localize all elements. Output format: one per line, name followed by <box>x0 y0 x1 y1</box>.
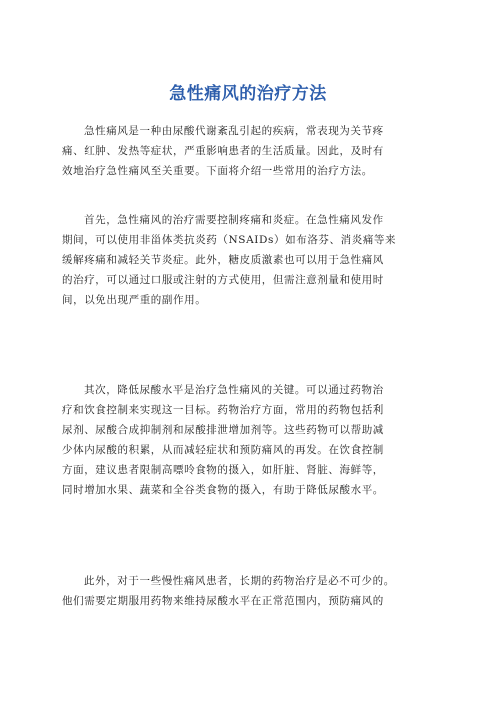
paragraph-line: 间，以免出现严重的副作用。 <box>62 294 207 306</box>
paragraph-2 <box>62 210 452 310</box>
page-title: 急性痛风的治疗方法 <box>169 84 327 104</box>
paragraph-line: 他们需要定期服用药物来维持尿酸水平在正常范围内，预防痛风的 <box>62 595 384 607</box>
paragraph-line: 同时增加水果、蔬菜和全谷类食物的摄入，有助于降低尿酸水平。 <box>62 484 384 496</box>
paragraph-line: 少体内尿酸的积累，从而减轻症状和预防痛风的再发。在饮食控制 <box>62 444 384 456</box>
paragraph-line: 方面，建议患者限制高嘌呤食物的摄入，如肝脏、肾脏、海鲜等， <box>62 464 384 476</box>
paragraph-line: 痛、红肿、发热等症状，严重影响患者的生活质量。因此，及时有 <box>62 145 384 157</box>
paragraph-line: 首先，急性痛风的治疗需要控制疼痛和炎症。在急性痛风发作 <box>84 214 384 226</box>
paragraph-line: 急性痛风是一种由尿酸代谢紊乱引起的疾病，常表现为关节疼 <box>84 125 384 137</box>
paragraph-1 <box>62 121 452 181</box>
paragraph-line: 期间，可以使用非甾体类抗炎药（NSAIDs）如布洛芬、消炎痛等来 <box>62 234 397 246</box>
paragraph-line: 效地治疗急性痛风至关重要。下面将介绍一些常用的治疗方法。 <box>62 165 373 177</box>
paragraph-line: 此外，对于一些慢性痛风患者，长期的药物治疗是必不可少的。 <box>84 575 395 587</box>
paragraph-line: 的治疗，可以通过口服或注射的方式使用，但需注意剂量和使用时 <box>62 274 384 286</box>
paragraph-line: 缓解疼痛和减轻关节炎症。此外，糖皮质激素也可以用于急性痛风 <box>62 254 384 266</box>
paragraph-4 <box>62 571 452 611</box>
paragraph-line: 疗和饮食控制来实现这一目标。药物治疗方面，常用的药物包括利 <box>62 404 384 416</box>
paragraph-line: 其次，降低尿酸水平是治疗急性痛风的关键。可以通过药物治 <box>84 384 384 396</box>
paragraph-3 <box>62 380 452 500</box>
paragraph-line: 尿剂、尿酸合成抑制剂和尿酸排泄增加剂等。这些药物可以帮助减 <box>62 424 384 436</box>
